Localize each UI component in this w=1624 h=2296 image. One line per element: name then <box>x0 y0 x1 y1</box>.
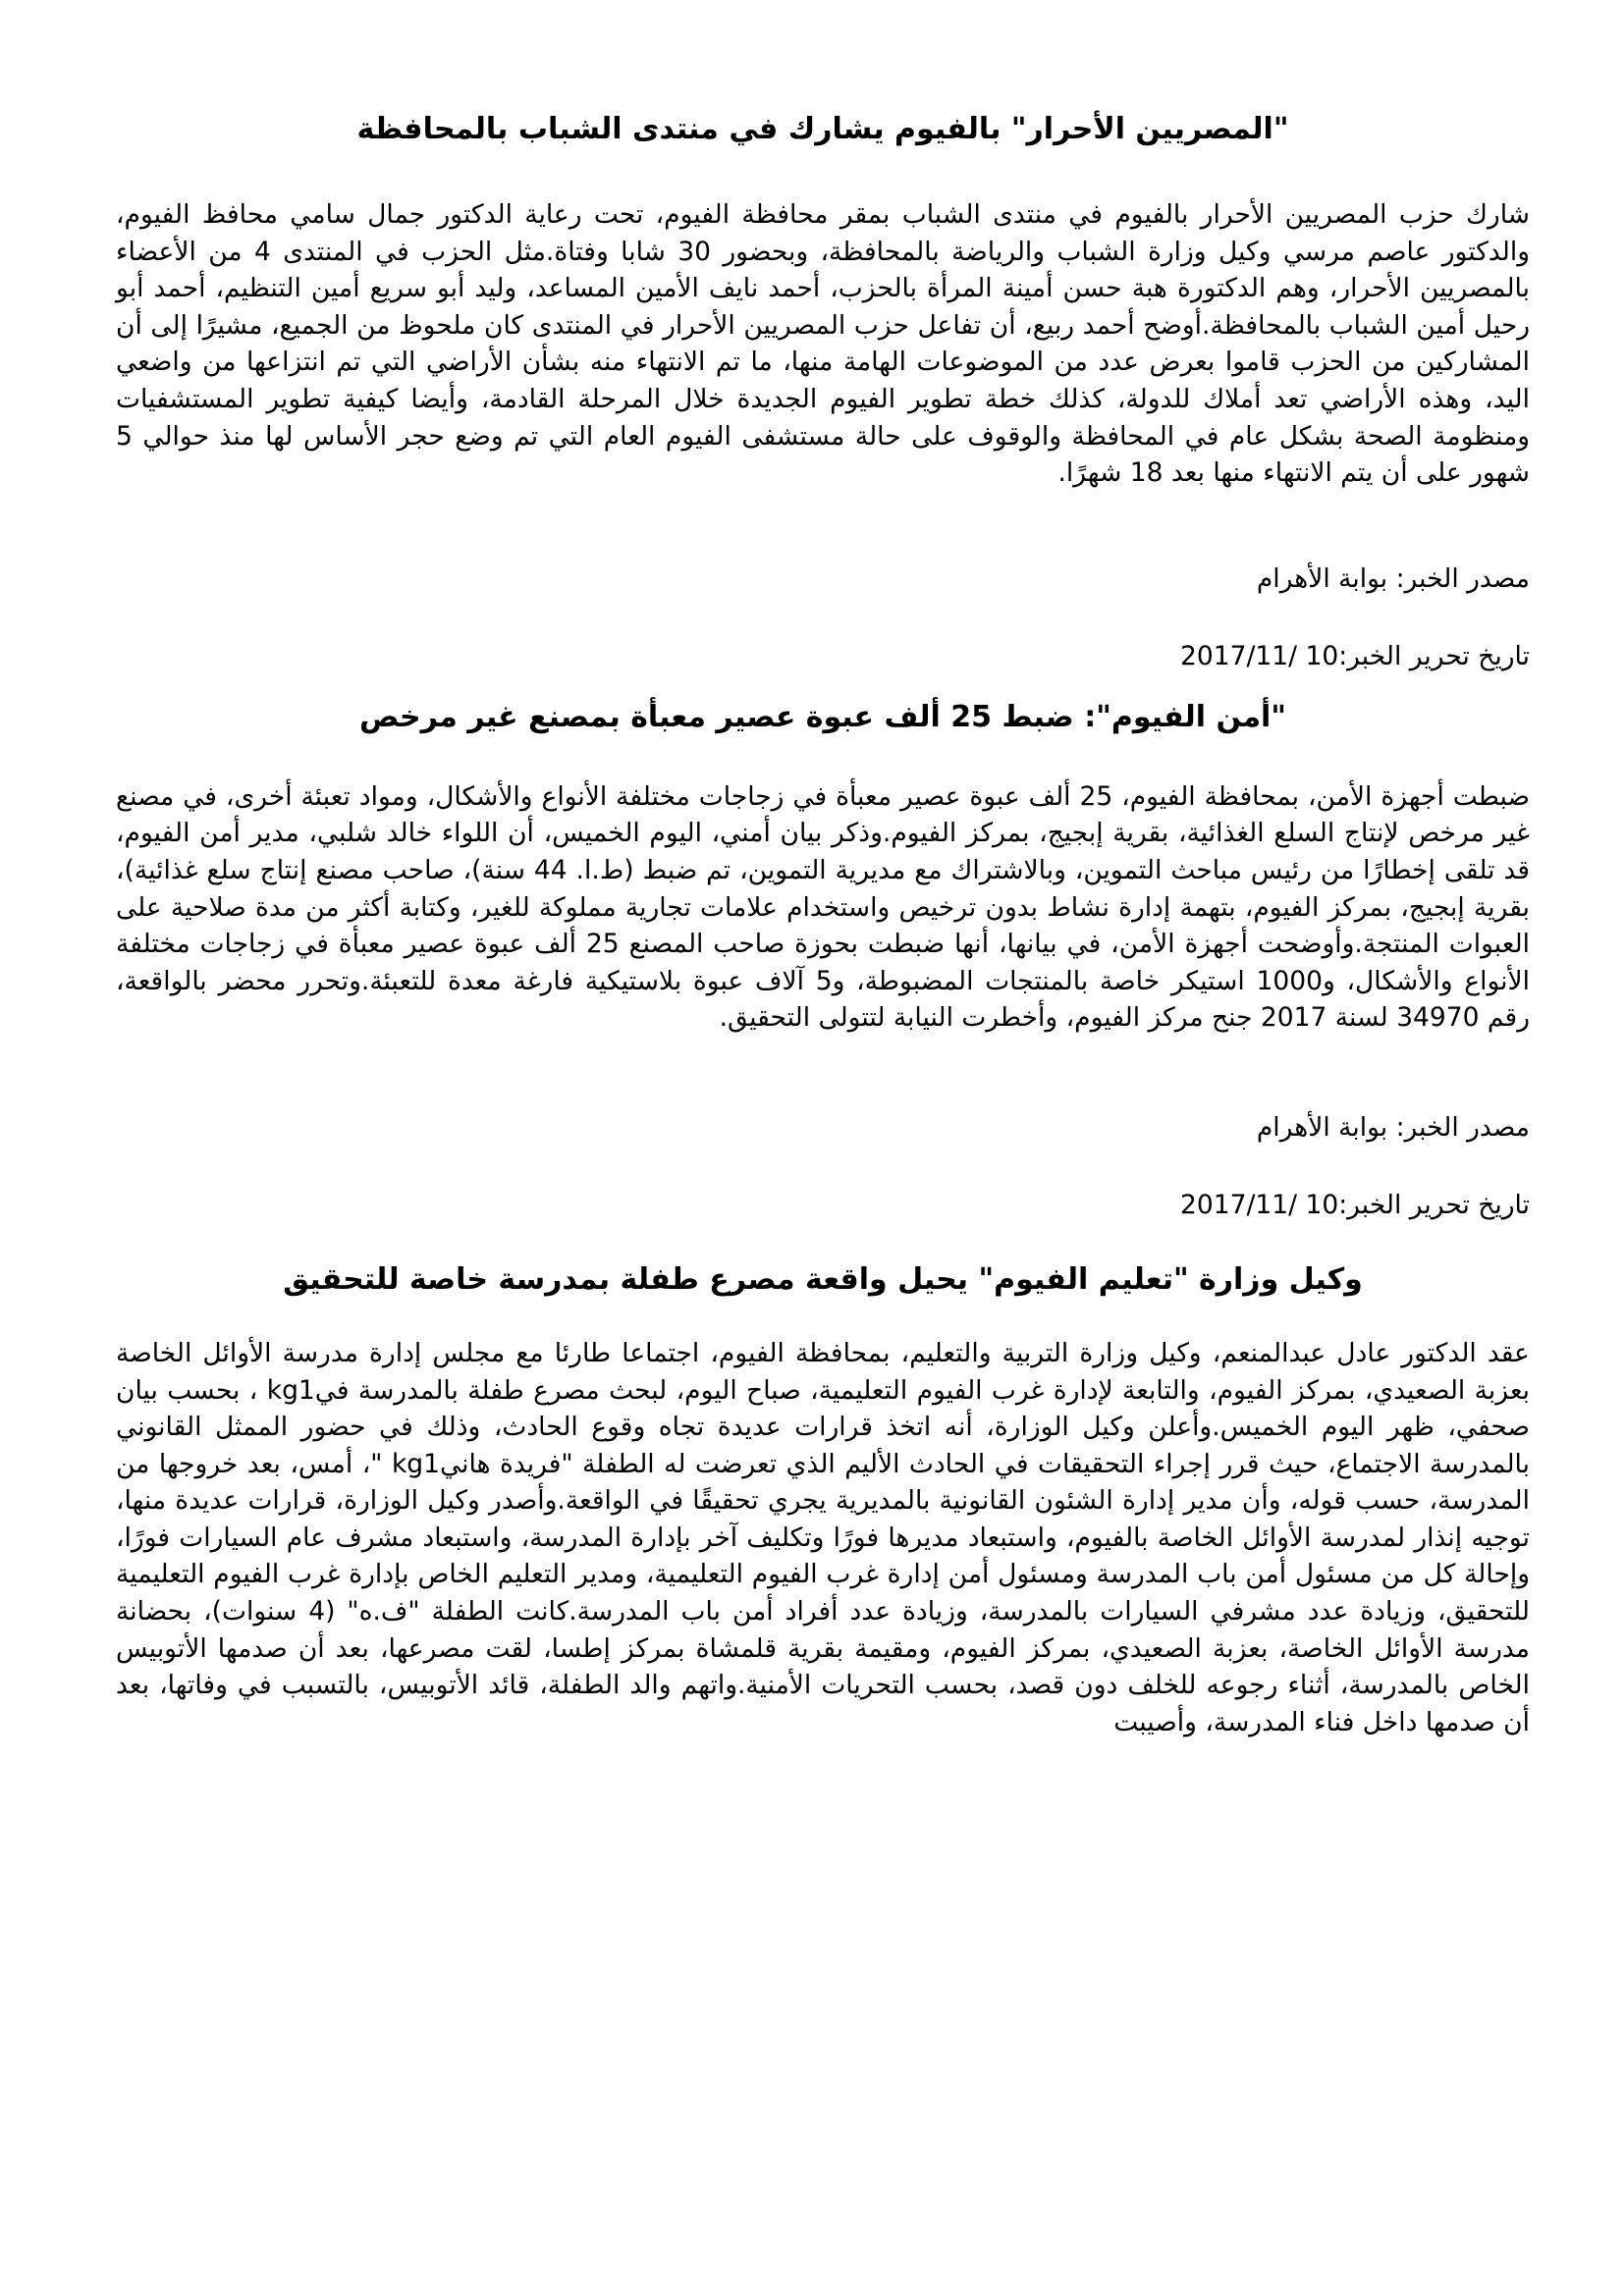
article-2-headline: "أمن الفيوم": ضبط 25 ألف عبوة عصير معبأة بمصنع غير مرخص <box>359 699 1286 734</box>
article-3-headline: وكيل وزارة "تعليم الفيوم" يحيل واقعة مصرع طفلة بمدرسة خاصة للتحقيق <box>283 1261 1363 1297</box>
document-page <box>116 108 1530 1740</box>
article-1-headline: "المصريين الأحرار" بالفيوم يشارك في منتدى الشباب بالمحافظة <box>356 112 1289 146</box>
article-1-source: مصدر الخبر: بوابة الأهرام <box>1256 562 1530 594</box>
article-1-date: تاريخ تحرير الخبر:10 /2017/11 <box>1180 640 1530 671</box>
article-2-body: ضبطت أجهزة الأمن، بمحافظة الفيوم، 25 ألف عبوة عصير معبأة في زجاجات مختلفة الأنواع والأشكال، ومواد تعبئة أخرى، في مصنع غير مرخص لإنتاج السلع الغذائية، بقرية إبجيج، بمركز الفيوم.وذكر بيان أمني، اليوم الخميس، أن اللواء خالد شلبي، مدير أمن الفيوم، قد تلقى إخطارًا من رئيس مباحث التموين، وبالاشتراك مع مديرية التموين، تم ضبط (ط.ا. 44 سنة)، صاحب مصنع إنتاج سلع غذائية)، بقرية إبجيج، بمركز الفيوم، بتهمة إدارة نشاط بدون ترخيص واستخدام علامات تجارية مملوكة للغير، وكتابة أكثر من مدة صلاحية على العبوات المنتجة.وأوضحت أجهزة الأمن، في بيانها، أنها ضبطت بحوزة صاحب المصنع 25 ألف عبوة عصير معبأة في زجاجات مختلفة الأنواع والأشكال، و1000 استيكر خاصة بالمنتجات المضبوطة، و5 آلاف عبوة بلاستيكية فارغة معدة للتعبئة.وتحرر محضر بالواقعة، رقم 34970 لسنة 2017 جنح مركز الفيوم، وأخطرت النيابة لتتولى التحقيق. <box>116 780 1531 1034</box>
article-2-source: مصدر الخبر: بوابة الأهرام <box>1256 1111 1530 1143</box>
article-1-body: شارك حزب المصريين الأحرار بالفيوم في منتدى الشباب بمقر محافظة الفيوم، تحت رعاية الدكتور جمال سامي محافظ الفيوم، والدكتور عاصم مرسي وكيل وزارة الشباب والرياضة بالمحافظة، وبحضور 30 شابا وفتاة.مثل الحزب في المنتدى 4 من الأعضاء بالمصريين الأحرار، وهم الدكتورة هبة حسن أمينة المرأة بالحزب، أحمد نايف الأمين المساعد، وليد أبو سريع أمين التنظيم، أحمد أبو رحيل أمين الشباب بالمحافظة.أوضح أحمد ربيع، أن تفاعل حزب المصريين الأحرار في المنتدى كان ملحوظ من الجميع، مشيرًا إلى أن المشاركين من الحزب قاموا بعرض عدد من الموضوعات الهامة منها، ما تم الانتهاء منه بشأن الأراضي التي تم انتزاعها من واضعي اليد، وهذه الأراضي تعد أملاك للدولة، كذلك خطة تطوير الفيوم الجديدة خلال المرحلة القادمة، وأيضا كيفية تطوير المستشفيات ومنظومة الصحة بشكل عام في المحافظة والوقوف على حالة مستشفى الفيوم العام التي تم وضع حجر الأساس لها منذ حوالي 5 شهور على أن يتم الانتهاء منها بعد 18 شهرًا. <box>116 199 1530 489</box>
news-article-2 <box>116 696 1530 1223</box>
article-3-body: عقد الدكتور عادل عبدالمنعم، وكيل وزارة التربية والتعليم، بمحافظة الفيوم، اجتماعا طارئا مع مجلس إدارة مدرسة الأوائل الخاصة بعزبة الصعيدي، بمركز الفيوم، والتابعة لإدارة غرب الفيوم التعليمية، صباح اليوم، لبحث مصرع طفلة بالمدرسة فيkg1 ، بحسب بيان صحفي، ظهر اليوم الخميس.وأعلن وكيل الوزارة، أنه اتخذ قرارات عديدة تجاه وقوع الحادث، وذلك في حضور الممثل القانوني بالمدرسة الاجتماع، حيث قرر إجراء التحقيقات في الحادث الأليم الذي تعرضت له الطفلة "فريدة هانيkg1 "، أمس، بعد خروجها من المدرسة، حسب قوله، وأن مدير إدارة الشئون القانونية بالمديرية يجري تحقيقًا في الواقعة.وأصدر وكيل الوزارة، قرارات عديدة منها، توجيه إنذار لمدرسة الأوائل الخاصة بالفيوم، واستبعاد مديرها فورًا وتكليف آخر بإدارة المدرسة، واستبعاد مشرف عام السيارات فورًا، وإحالة كل من مسئول أمن باب المدرسة ومسئول أمن إدارة غرب الفيوم التعليمية، ومدير التعليم الخاص بإدارة غرب الفيوم التعليمية للتحقيق، وزيادة عدد مشرفي السيارات بالمدرسة، وزيادة عدد أفراد أمن باب المدرسة.كانت الطفلة "ف.ه" (4 سنوات)، بحضانة مدرسة الأوائل الخاصة، بعزبة الصعيدي، بمركز الفيوم، ومقيمة بقرية قلمشاة بمركز إطسا، لقت مصرعها، بعد أن صدمها الأتوبيس الخاص بالمدرسة، أثناء رجوعه للخلف دون قصد، بحسب التحريات الأمنية.واتهم والد الطفلة، قائد الأتوبيس، بالتسبب في وفاتها، بعد أن صدمها داخل فناء المدرسة، وأصيبت <box>116 1337 1531 1737</box>
news-article-1 <box>116 108 1530 674</box>
news-article-3 <box>116 1258 1530 1741</box>
article-2-date: تاريخ تحرير الخبر:10 /2017/11 <box>1180 1189 1530 1220</box>
